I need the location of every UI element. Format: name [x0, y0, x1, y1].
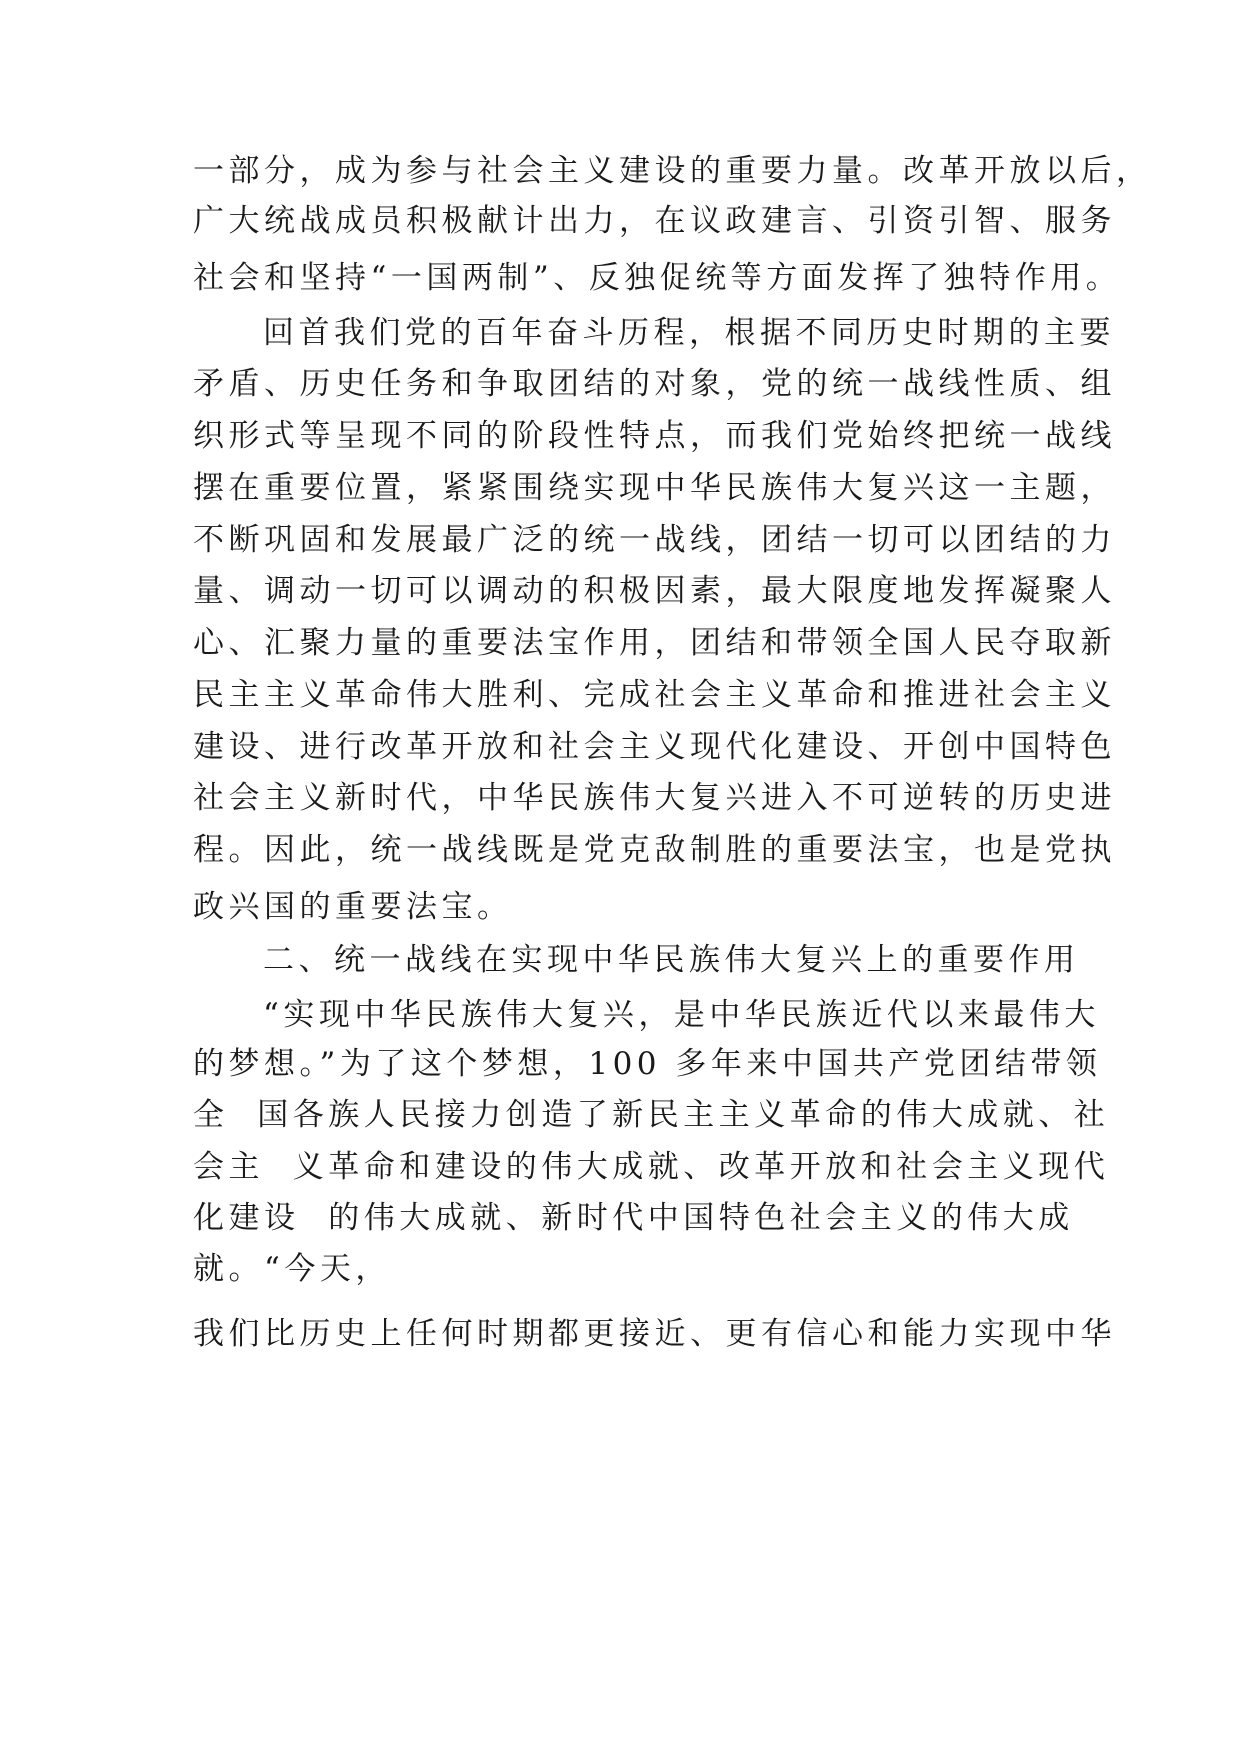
text-line: 化建设 的伟大成就、新时代中国特色社会主义的伟大成: [193, 1200, 1074, 1236]
text-line: 不断巩固和发展最广泛的统一战线，团结一切可以团结的力: [193, 522, 1116, 558]
text-line: 织形式等呈现不同的阶段性特点，而我们党始终把统一战线: [193, 418, 1116, 454]
text-line: 会主 义革命和建设的伟大成就、改革开放和社会主义现代: [193, 1149, 1110, 1185]
text-line: 一部分，成为参与社会主义建设的重要力量。改革开放以后，: [193, 153, 1152, 189]
text-line: 民主主义革命伟大胜利、完成社会主义革命和推进社会主义: [193, 677, 1116, 713]
text-line: 矛盾、历史任务和争取团结的对象，党的统一战线性质、组: [193, 366, 1116, 402]
text-line: 全 国各族人民接力创造了新民主主义革命的伟大成就、社: [193, 1097, 1110, 1133]
text-line: 心、汇聚力量的重要法宝作用，团结和带领全国人民夺取新: [193, 625, 1116, 661]
text-line: 广大统战成员积极献计出力，在议政建言、引资引智、服务: [193, 203, 1116, 239]
text-line: 的梦想。”为了这个梦想，100 多年来中国共产党团结带领: [193, 1046, 1102, 1082]
text-line: 就。“今天，: [193, 1251, 391, 1287]
text-line: 建设、进行改革开放和社会主义现代化建设、开创中国特色: [193, 729, 1116, 765]
section-heading: 二、统一战线在实现中华民族伟大复兴上的重要作用: [263, 942, 1080, 978]
paragraph-first-line: “实现中华民族伟大复兴，是中华民族近代以来最伟大: [263, 997, 1100, 1033]
text-line: 政兴国的重要法宝。: [193, 889, 513, 925]
text-line: 我们比历史上任何时期都更接近、更有信心和能力实现中华: [193, 1316, 1116, 1352]
text-line: 程。因此，统一战线既是党克敌制胜的重要法宝，也是党执: [193, 832, 1116, 868]
text-line: 社会主义新时代，中华民族伟大复兴进入不可逆转的历史进: [193, 780, 1116, 816]
paragraph-first-line: 回首我们党的百年奋斗历程，根据不同历史时期的主要: [263, 315, 1115, 351]
text-line: 量、调动一切可以调动的积极因素，最大限度地发挥凝聚人: [193, 573, 1116, 609]
text-line: 社会和坚持“一国两制”、反独促统等方面发挥了独特作用。: [193, 260, 1122, 296]
text-line: 摆在重要位置，紧紧围绕实现中华民族伟大复兴这一主题，: [193, 470, 1116, 506]
